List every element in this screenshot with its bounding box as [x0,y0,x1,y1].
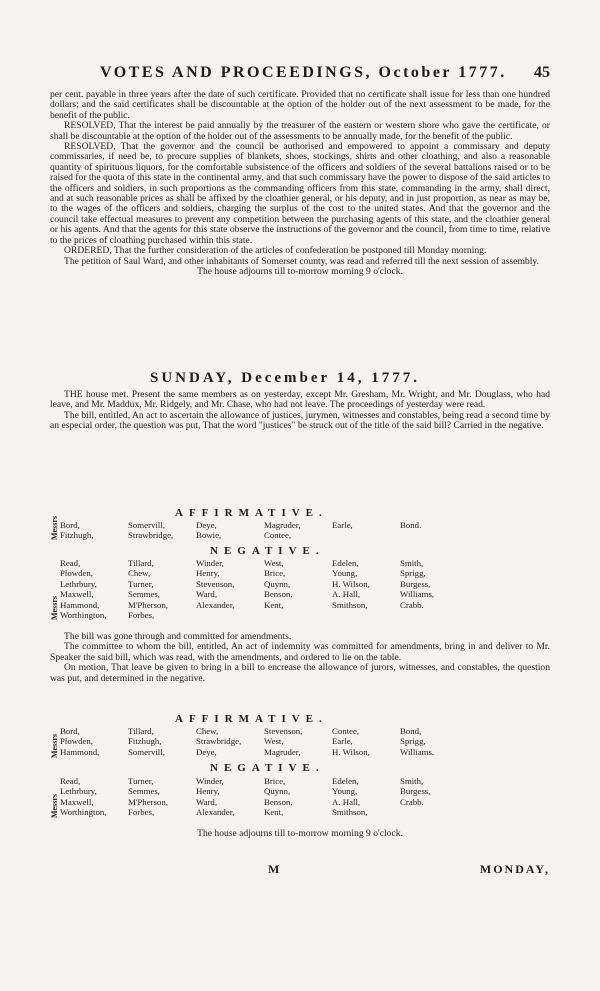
member-name: Maxwell, [60,589,94,600]
member-name: Contee, [332,726,360,736]
member-name: Worthington, [60,610,107,621]
member-name: Benson, [264,796,293,807]
member-name [196,610,264,620]
sunday-text-block [50,390,550,432]
member-name: A. Hall, [332,589,361,600]
member-name: Winder, [196,776,224,786]
vote2-negative-side-label: Messrs [50,794,59,818]
member-name: Smith, [400,558,424,568]
vote-row [60,579,540,589]
member-name: Quynn, [264,578,291,589]
member-name: Burgess, [400,578,431,589]
member-name: Sprigg, [400,736,426,747]
member-name: Bond, [400,726,422,736]
member-name: Strawbridge, [128,530,174,541]
middle-text-block [50,632,550,684]
member-name: Bowie, [196,530,222,541]
member-name: Sprigg, [400,568,426,579]
member-name: Smithson, [332,807,368,818]
vote-row [60,520,540,530]
member-name: H. Wilson, [332,746,370,757]
member-name: West, [264,736,284,747]
top-text-block [50,90,550,277]
member-name: Alexander, [196,807,235,818]
paragraph: RESOLVED, That the governor and the council be authorised and empowered to appoint a commissary and deputy commissaries, if need be, to procure supplies of blankets, shoes, stockings, shirts and other cloathing, and also a reasonable quantity of spirituous liquors, for the comfortable subsistence of the officers and soldiers of the several battalions raised or to be raised for the quota of this state in the continental army, and that such commissary have the power to dispose of the said articles to the officers and soldiers, in such proportions as the commanding officers from this state, commanding in the army, shall direct, and at such reasonable prices as shall be affixed by the cloathier general, or his deputy, and in just proportion, as near as may be, to the wages of the officers and soldiers, charging the surplus of the cost to the united states. And that the governor and the council take effectual measures to prevent any competition between the purchasing agents of this state, and the cloathier general or his agents. And that the agents for this state observe the instructions of the governor and the council, from time to time, relative to the prices of cloathing purchased within this state. [50,141,550,246]
running-title: VOTES AND PROCEEDINGS, October 1777. [100,64,507,81]
member-name: Kent, [264,807,284,818]
member-name [264,610,332,620]
vote-row [60,589,540,599]
member-name: Chew, [128,568,151,579]
catchword: MONDAY, [479,862,550,876]
member-name: Crabb. [400,599,424,610]
member-name: M'Pherson, [128,796,168,807]
member-name: Chew, [196,726,219,736]
member-name: Bord, [60,726,80,736]
member-name: Bord, [60,520,80,530]
vote-row [60,786,540,796]
member-name: Deye, [196,520,217,530]
member-name: Read, [60,558,81,568]
vote1-negative-side-label: Messrs [50,596,59,620]
member-name: Hammond, [60,599,100,610]
member-name [400,530,468,540]
vote-row [60,736,540,746]
member-name: Plowden, [60,568,93,579]
member-name: Kent, [264,599,284,610]
vote-row [60,568,540,578]
paragraph: THE house met. Present the same members as on yesterday, except Mr. Gresham, Mr. Wright, and Mr. Douglass, who had leave, and Mr. Maddux, Mr. Ridgely, and Mr. Chase, who had not leave. The proceedings of yesterday were read. [50,389,550,411]
vote-row [60,747,540,757]
member-name: Edelen, [332,776,359,786]
member-name: Somervill, [128,520,165,530]
member-name: Earle, [332,520,353,530]
signature-mark: M [268,862,280,876]
member-name: Williams, [400,589,435,600]
member-name: Maxwell, [60,796,94,807]
member-name: Burgess, [400,786,431,797]
member-name: Fitzhugh, [128,736,162,747]
member-name: Alexander, [196,599,235,610]
member-name: Tillard, [128,558,154,568]
member-name: Crabb. [400,796,424,807]
member-name: Somervill, [128,746,165,757]
vote-row [60,776,540,786]
member-name: Edelen, [332,558,359,568]
member-name [332,530,400,540]
member-name: Turner, [128,776,154,786]
member-name: Worthington, [60,807,107,818]
vote1-affirmative-side-label: Messrs [50,516,59,540]
member-name: Benson, [264,589,293,600]
member-name: Stevenson, [264,726,303,736]
member-name: Brice, [264,776,286,786]
member-name: Deye, [196,746,217,757]
paragraph: The bill was gone through and committed for amendments. [64,631,292,642]
member-name: M'Pherson, [128,599,168,610]
vote-row [60,600,540,610]
member-name: Earle, [332,736,353,747]
page-header [100,64,550,86]
vote-row [60,807,540,817]
member-name: Williams. [400,746,435,757]
member-name: Plowden, [60,736,93,747]
member-name: A. Hall, [332,796,361,807]
member-name: Semmes, [128,786,161,797]
paragraph: ORDERED, That the further consideration of the articles of confederation be postponed till Monday morning. [64,245,487,257]
member-name: Young, [332,786,358,797]
member-name [400,610,468,620]
vote1-affirmative-heading: AFFIRMATIVE. [175,507,328,519]
member-name: Smith, [400,776,424,786]
member-name: Bond. [400,520,422,530]
member-name [332,610,400,620]
member-name: Young, [332,568,358,579]
paragraph: The petition of Saul Ward, and other inhabitants of Somerset county, was read and referred till the next session of assembly. [64,255,539,267]
member-name: Hammond, [60,746,100,757]
paragraph: The committee to whom the bill, entitled, An act of indemnity was committed for amendments, bring in and deliver to Mr. Speaker the said bill, which was read, with the amendments, and ordered to lie on the table. [50,641,550,663]
member-name: Quynn, [264,786,291,797]
member-name: Lethrbury, [60,578,97,589]
member-name: Forbes, [128,610,155,621]
member-name: Semmes, [128,589,161,600]
adjournment-note-2: The house adjourns till to-morrow morning 9 o'clock. [197,828,403,839]
vote-row [60,530,540,540]
vote-row [60,726,540,736]
member-name: Read, [60,776,81,786]
vote-row [60,797,540,807]
member-name: Forbes, [128,807,155,818]
vote-row [60,610,540,620]
paragraph: On motion, That leave be given to bring in a bill to encrease the allowance of jurors, witnesses, and constables, the question was put, and determined in the negative. [50,662,550,684]
member-name: Henry, [196,786,220,797]
member-name [400,807,468,817]
member-name: Brice, [264,568,286,579]
member-name: Lethrbury, [60,786,97,797]
vote1-negative-names [60,558,540,620]
paragraph: The bill, entitled, An act to ascertain the allowance of justices, jurymen, witnesses and constables, being read a second time by an especial order, the question was put, That the word "justices" be struck out of the title of the said bill? Carried in the negative. [50,409,550,432]
member-name: Henry, [196,568,220,579]
vote2-affirmative-heading: AFFIRMATIVE. [175,713,328,725]
member-name: Winder, [196,558,224,568]
member-name: Contee, [264,530,292,541]
member-name: H. Wilson, [332,578,370,589]
vote1-affirmative-names [60,520,540,541]
member-name: Ward, [196,796,218,807]
member-name: Stevenson, [196,578,235,589]
page-number: 45 [534,64,550,81]
member-name: Magruder, [264,520,301,530]
vote-row [60,558,540,568]
member-name: Tillard, [128,726,154,736]
member-name: West, [264,558,284,568]
paragraph: per cent. payable in three years after the date of such certificate. Provided that no certificate shall issue for less than one hundred dollars; and the said certificates shall be discountable at the option of the holder out of the next assessment to be made, for the benefit of the public. [50,89,550,121]
member-name: Magruder, [264,746,301,757]
member-name: Ward, [196,589,218,600]
member-name: Fitzhugh, [60,530,94,541]
vote2-negative-heading: NEGATIVE. [210,762,325,774]
vote1-negative-heading: NEGATIVE. [210,545,325,557]
member-name: Smithson, [332,599,368,610]
member-name: Turner, [128,578,154,589]
vote2-negative-names [60,776,540,818]
vote2-affirmative-names [60,726,540,757]
paragraph: RESOLVED, That the interest be paid annually by the treasurer of the eastern or western shore who gave the certificate, or shall be discountable at the option of the holder out of the assessments to be annually made, for the benefit of the public. [50,120,550,142]
member-name: Strawbridge, [196,736,242,747]
vote2-affirmative-side-label: Messrs [50,734,59,758]
adjournment-note: The house adjourns till to-morrow morning 9 o'clock. [197,265,403,277]
day-heading: SUNDAY, December 14, 1777. [150,370,420,386]
